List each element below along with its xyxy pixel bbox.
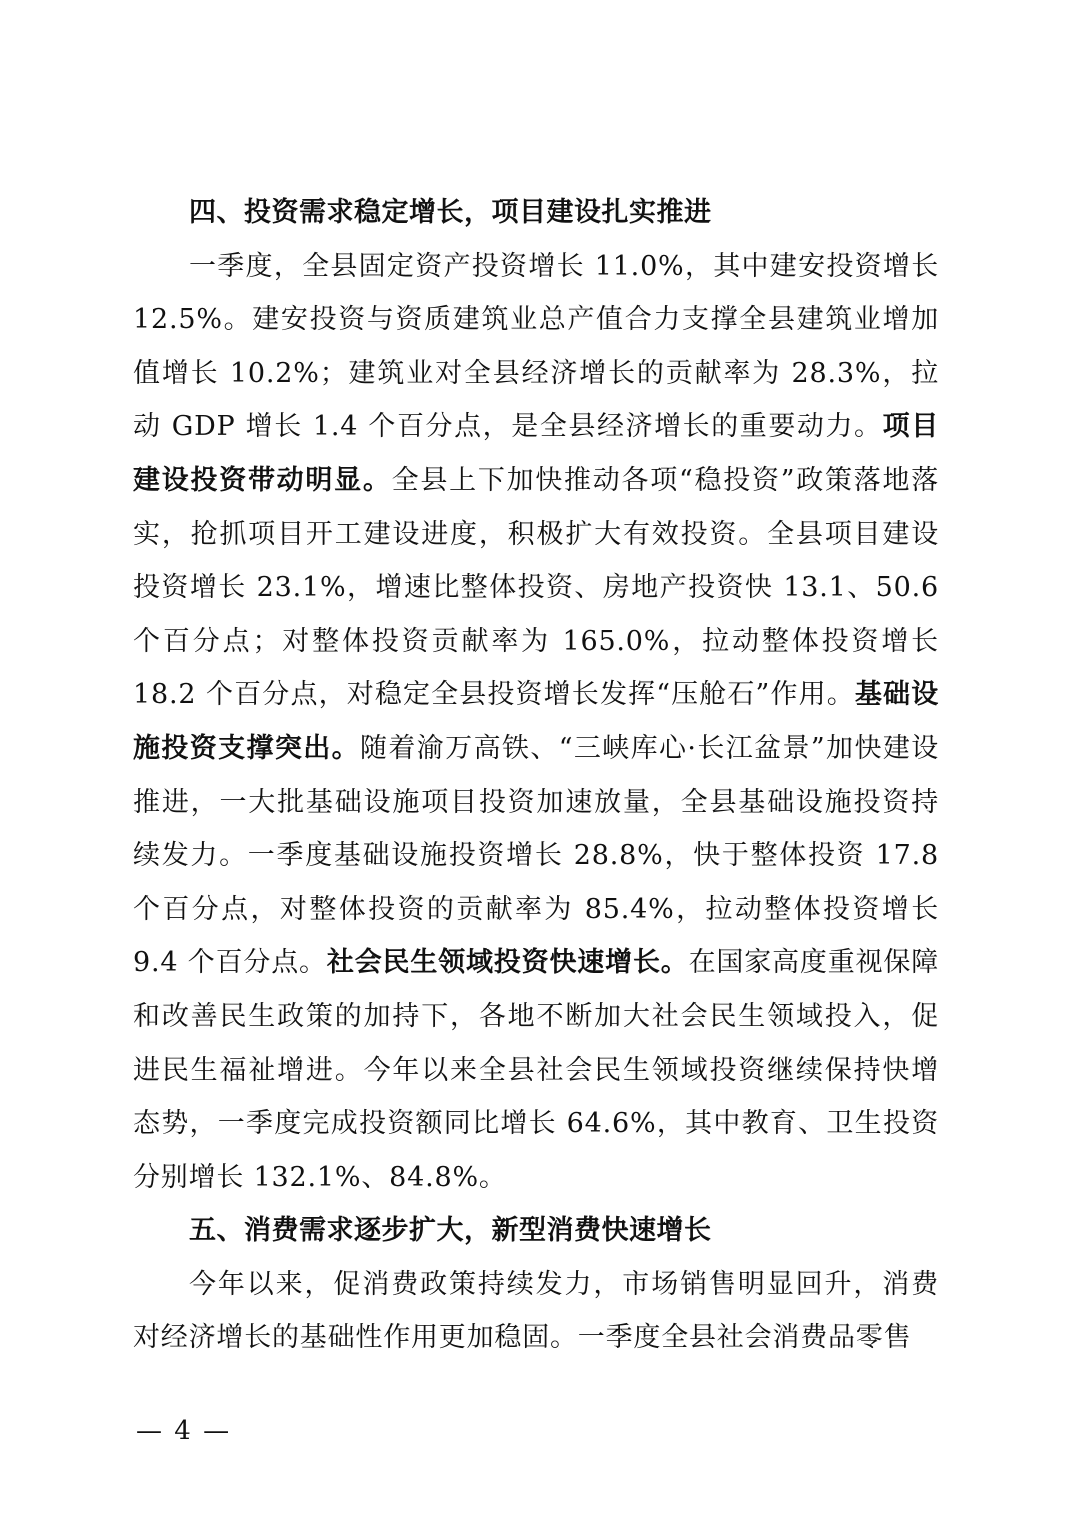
page-number: — 4 — (136, 1416, 232, 1446)
bold-lead-sentence: 基础设施投资支撑突出。 (133, 679, 939, 764)
section-5-heading: 五、消费需求逐步扩大，新型消费快速增长 (189, 1215, 712, 1247)
section-4-paragraph (133, 240, 939, 1205)
section-4-heading: 四、投资需求稳定增长，项目建设扎实推进 (189, 197, 712, 228)
paragraph-text: 随着渝万高铁、“三峡库心·长江盆景”加快建设推进，一大批基础设施项目投资加速放量，全县基础设施投资持续发力。一季度基础设施投资增长 28.8%，快于整体投资 17.8 个百分点，对整体投资的贡献率为 85.4%，拉动整体投资增长 9.4 个百分点。 (133, 732, 939, 979)
document-body (133, 186, 939, 1365)
paragraph-text: 在国家高度重视保障和改善民生政策的加持下，各地不断加大社会民生领域投入，促进民生福祉增进。今年以来全县社会民生领域投资继续保持快增态势，一季度完成投资额同比增长 64.6%，其中教育、卫生投资分别增长 132.1%、84.8%。 (133, 947, 939, 1193)
paragraph-text: 全县上下加快推动各项“稳投资”政策落地落实，抢抓项目开工建设进度，积极扩大有效投资。全县项目建设投资增长 23.1%，增速比整体投资、房地产投资快 13.1、50.6 个百分点；对整体投资贡献率为 165.0%，拉动整体投资增长 18.2 个百分点，对稳定全县投资增长发挥“压舱石”作用。 (133, 464, 940, 711)
bold-lead-sentence: 项目建设投资带动明显。 (133, 411, 939, 496)
bold-lead-sentence: 社会民生领域投资快速增长。 (326, 947, 689, 979)
section-5-paragraph: 今年以来，促消费政策持续发力，市场销售明显回升，消费对经济增长的基础性作用更加稳固。一季度全县社会消费品零售 (133, 1268, 939, 1354)
paragraph-text: 一季度，全县固定资产投资增长 11.0%，其中建安投资增长 12.5%。建安投资与资质建筑业总产值合力支撑全县建筑业增加值增长 10.2%；建筑业对全县经济增长的贡献率为 28.3%，拉动 GDP 增长 1.4 个百分点，是全县经济增长的重要动力。 (133, 250, 939, 443)
